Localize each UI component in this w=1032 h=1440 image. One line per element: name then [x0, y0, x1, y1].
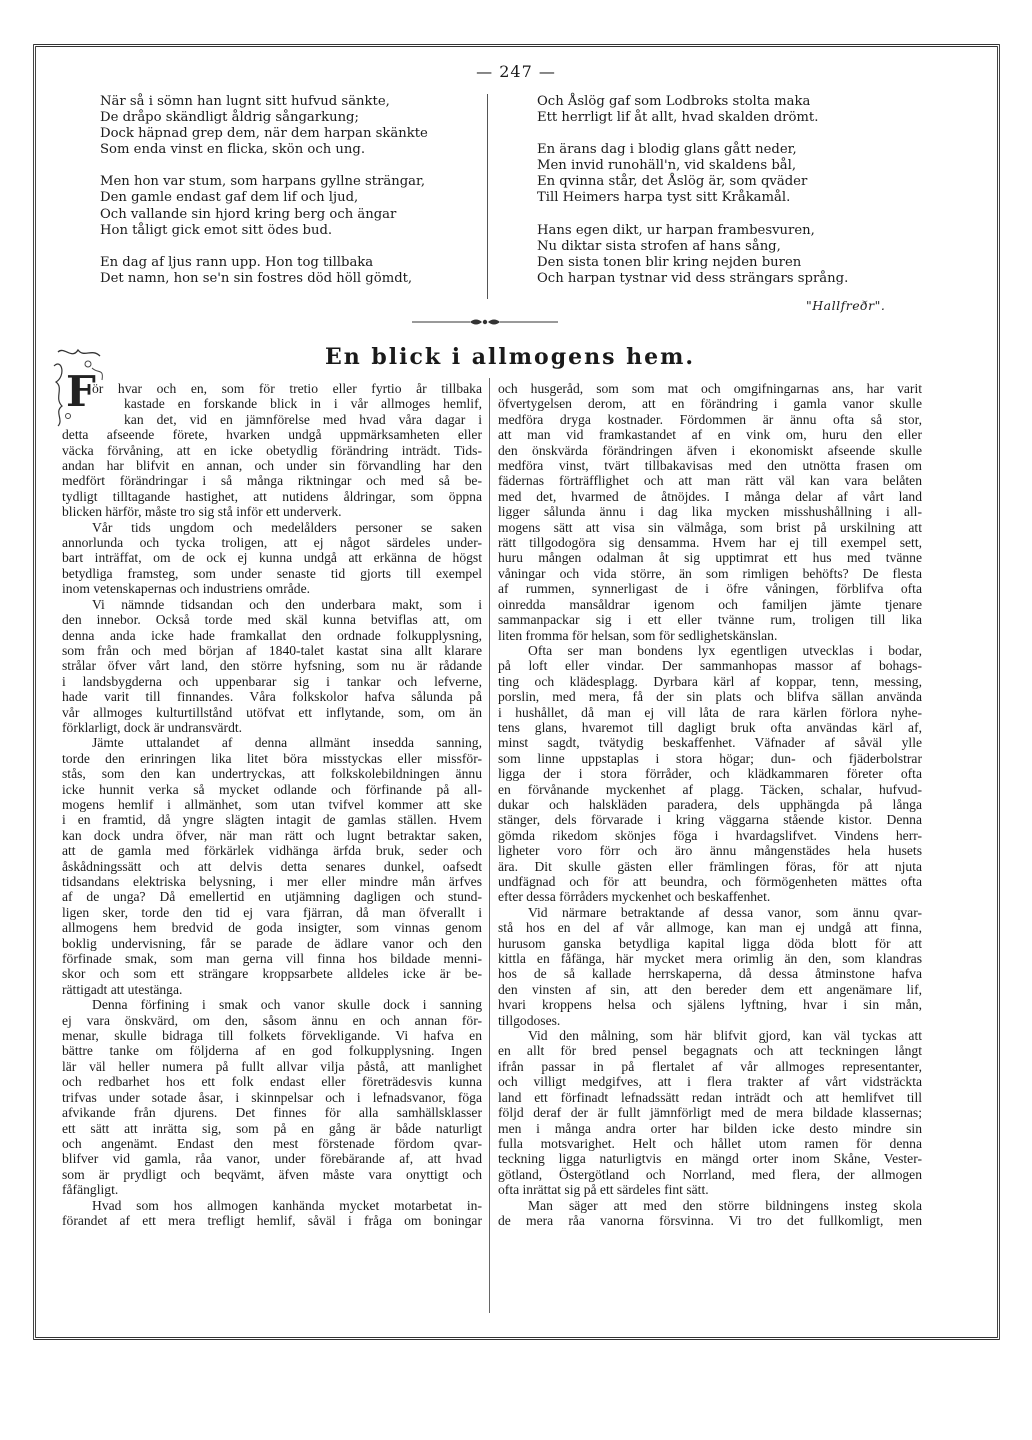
article-text-line: fåfängligt.	[62, 1182, 119, 1198]
article-text-line: ligheter voro förr och äro ännu mångenstädes hela husets	[498, 843, 922, 859]
article-text-line: Vid den målning, som här blifvit gjord, kan väl tyckas att	[528, 1028, 922, 1044]
article-left-column	[62, 381, 482, 1228]
article-text-line: stås, som den kan undertryckas, att folkskolebildningen ännu	[62, 766, 482, 782]
article-text-line: åskådningssätt och att delvis detta senares dunkel, oafsedt	[62, 858, 482, 874]
article-text-line: kastade en forskande blick in i vår allmoges hemlif,	[124, 396, 482, 412]
article-text-line: Vår tids ungdom och medelålders personer se saken	[92, 519, 482, 535]
article-text-line: som linne uppstaplas i stora högar; dun- och fjäderbolstrar	[498, 750, 922, 766]
article-text-line: afvikande från djurens. Det finnes för alla samhällsklasser	[62, 1105, 482, 1121]
article-text-line: ofta inrättat sig på ett särdeles fint sätt.	[498, 1182, 709, 1198]
article-text-line: kittla en fåfänga, här mycket mera orimlig än den, som klandras	[498, 951, 922, 967]
poem-line: De dråpo skändligt åldrig sångarkung;	[100, 110, 359, 126]
article-text-line: blicken härför, måste tro sig stå inför ett underverk.	[62, 504, 342, 520]
article-text-line: detta afseende förete, hvarken undgå uppmärksamheten eller	[62, 427, 482, 443]
article-text-line: i hushållet, då man ej vill låta de rara kärlen förlora nyhe-	[498, 704, 922, 720]
article-text-line: stå hos en del af vår allmoge, kan man ej undgå att finna,	[498, 920, 922, 936]
article-text-line: Man säger att med den större bildningens insteg skola	[528, 1197, 922, 1213]
article-text-line: vår allmoges kulturtillstånd utöfvat ett inflytande, som, om än	[62, 704, 482, 720]
article-text-line: liten fromma för helsan, som för sedlighetskänslan.	[498, 627, 778, 643]
article-text-line: Jämte uttalandet af denna allmänt insedda sanning,	[92, 735, 482, 751]
article-text-line: teckning ligga naturligtvis en mängd orter inom Skåne, Vester-	[498, 1151, 922, 1167]
article-text-line: förandet af ett mera trefligt hemlif, såväl i fråga om boningar	[62, 1212, 482, 1228]
article-text-line: ligga der i stora förråder, och klädkammaren företer ofta	[498, 766, 922, 782]
article-text-line: huru mången odalman åt sig upptimrat ett hus med tvänne	[498, 550, 922, 566]
article-text-line: torde den erinringen lika litet böra misstyckas eller missför-	[62, 750, 482, 766]
article-text-line: ej vara önskvärd, om den, såsom ännu en och annan för-	[62, 1012, 482, 1028]
article-text-line: fulla motsvarighet. Helt och hållet utom ramen för denna	[498, 1135, 922, 1151]
poem-line: Men invid runohäll'n, vid skaldens bål,	[537, 158, 797, 174]
article-text-line: den vinsten af sin, att den bereder dem ett angenämare lif,	[498, 981, 922, 997]
article-text-line: på loft eller vindar. Der sammanhopas massor af bohags-	[498, 658, 922, 674]
article-text-line: och angenämt. Endast den mest förstenade fördom qvar-	[62, 1135, 482, 1151]
article-text-line: att man vid framkastandet af en vink om, huru den eller	[498, 427, 922, 443]
poem-line: Och vallande sin hjord kring berg och ängar	[100, 206, 397, 222]
article-text-line: Vid närmare betraktande af dessa vanor, som ännu qvar-	[528, 904, 922, 920]
article-text-line: mogens sätt att visa sin välmåga, som brist på urskilning att	[498, 519, 922, 535]
article-text-line: icke hunnit verka så mycket odlande och förfinande på all-	[62, 781, 482, 797]
article-text-line: andan har blifvit en annan, och under sin förvandling har den	[62, 458, 482, 474]
article-text-line: oinredda mansåldrar igenom och familjen jämte tjenare	[498, 596, 922, 612]
poem-line: Men hon var stum, som harpans gyllne strängar,	[100, 174, 426, 190]
poem-line: Hans egen dikt, ur harpan frambesvuren,	[537, 222, 815, 238]
article-text-line: boklig undervisning, får se parade de ädlare vanor och den	[62, 935, 482, 951]
poem-left-stanza	[100, 255, 428, 287]
article-text-line: i landsbygderna och uppenbarar sig i tankar och lefverne,	[62, 673, 482, 689]
article-text-line: ligger sålunda ännu i dag lika mycken misshushållning i all-	[498, 504, 922, 520]
article-text-line: denna anda icke hade framkallat den ordnade folkupplysning,	[62, 627, 482, 643]
article-text-line: porslin, med mera, få der sin plats och blifva sällan använda	[498, 689, 922, 705]
poem-line: Dock häpnad grep dem, när dem harpan skänkte	[100, 126, 428, 142]
poem-line: En ärans dag i blodig glans gått neder,	[537, 142, 797, 158]
poem-left-stanza	[100, 174, 428, 238]
article-text-line: hvari kroppens helsa och själens lyftning, hvar i sin mån,	[498, 997, 922, 1013]
article-text-line: hurusom ganska betydliga kapital ligga döda blott för att	[498, 935, 922, 951]
article-text-line: sammanpackar sig i ett eller tvänne rum, troligen till lika	[498, 612, 922, 628]
article-text-line: blifver vid gamla, råa vanor, under förebärande af, att hvad	[62, 1151, 482, 1167]
article-text-line: strålar öfver vårt land, den större hyfsning, som nu är rådande	[62, 658, 482, 674]
article-text-line: öfvertygelsen derom, att en förändring i gamla vanor skulle	[498, 396, 922, 412]
article-text-line: de mera råa vanorna försvinna. Vi tro det fullkomligt, men	[498, 1212, 922, 1228]
poem-right-stanza	[537, 94, 848, 126]
article-text-line: den önskvärda förändringen äfven i ekonomiskt afseende skulle	[498, 442, 922, 458]
poem-line: Den gamle endast gaf dem lif och ljud,	[100, 190, 359, 206]
poem-left-column	[100, 94, 428, 287]
article-text-line: den innebor. Också torde med skäl kunna betviflas att, om	[62, 612, 482, 628]
poem-line: Det namn, hon se'n sin fostres död höll gömdt,	[100, 270, 413, 286]
article-column-divider	[489, 378, 490, 1313]
poem-line: Den sista tonen blir kring nejden buren	[537, 254, 802, 270]
article-text-line: tillgodoses.	[498, 1012, 561, 1028]
article-text-line: Ofta ser man bondens lyx egentligen utvecklas i bodar,	[528, 642, 922, 658]
drop-cap-letter: F	[66, 367, 96, 416]
article-text-line: inom vetenskapernas och industriens område.	[62, 581, 311, 597]
article-text-line: medföra dryga kostnader. Fördommen är ännu ofta så stor,	[498, 411, 922, 427]
article-text-line: götland, Östergötland och Norrland, med flera, der allmogen	[498, 1166, 922, 1182]
article-text-line: att de gamla med förkärlek vidhänga ärfda bruk, seder och	[62, 843, 482, 859]
article-text-line: ligen sker, torde den tid ej vara fjärran, då man öfverallt i	[62, 904, 482, 920]
article-text-line: betydliga framsteg, som under senaste tid gjorts till exempel	[62, 565, 482, 581]
article-text-line: bättre tanke om följderna af en god folkupplysning. Ingen	[62, 1043, 482, 1059]
poem-column-divider	[487, 94, 488, 299]
article-text-line: skor och som ett strängare kroppsarbete alldeles icke är be-	[62, 966, 482, 982]
article-text-line: ett sätt att inrätta sig, som på en gång är både naturligt	[62, 1120, 482, 1136]
article-text-line: som är prydligt och beqvämt, äfven måste vara onyttigt och	[62, 1166, 482, 1182]
section-ornament	[412, 316, 558, 328]
article-text-line: af de unga? Då emellertid en utjämning dagligen och stund-	[62, 889, 482, 905]
article-text-line: rättigadt att utestänga.	[62, 981, 183, 997]
article-text-line: minst sagdt, tvätydig beskaffenhet. Väfnader af såväl ylle	[498, 735, 922, 751]
poem-right-stanza	[537, 142, 848, 206]
article-text-line: Denna förfining i smak och vanor skulle dock i sanning	[92, 997, 482, 1013]
poem-line: Nu diktar sista strofen af hans sång,	[537, 238, 781, 254]
poem-line: Hon tåligt gick emot sitt ödes bud.	[100, 222, 333, 238]
article-title: En blick i allmogens hem.	[324, 344, 696, 370]
poem-signature: "Hallfreðr".	[806, 298, 886, 313]
article-text-line: följd deraf der är fullt jämnförligt med de mera bildade klassernas;	[498, 1105, 922, 1121]
poem-line: Och Åslög gaf som Lodbroks stolta maka	[537, 94, 811, 109]
article-text-line: ting och klädesplagg. Dyrbara kärl af koppar, tenn, messing,	[498, 673, 922, 689]
article-text-line: tydligt tilltagande hastighet, att nutidens åldringar, som öppna	[62, 488, 482, 504]
article-text-line: medfört förändringar i så många riktningar och med så be-	[62, 473, 482, 489]
article-text-line: af rummen, synnerligast de i öfre våningen, förblifva ofta	[498, 581, 922, 597]
article-text-line: ära. Dit skulle gästen eller främlingen föras, för att njuta	[498, 858, 922, 874]
poem-line: Till Heimers harpa tyst sitt Kråkamål.	[537, 190, 791, 206]
article-text-line: förfinade smak, som man gerna vill finna hos bildade menni-	[62, 951, 482, 967]
article-text-line: våningar och vida större, än som rimligen behöfts? De flesta	[498, 565, 922, 581]
article-text-line: trifvas under sotade åsar, i skinnpelsar och i lefnadsvanor, föga	[62, 1089, 482, 1105]
article-text-line: som från och med början af 1840-talet kastat sina allt klarare	[62, 642, 482, 658]
poem-line: En qvinna står, det Åslög är, som qväder	[537, 174, 808, 190]
article-text-line: allmogens hem bredvid de goda insigter, som vinnas genom	[62, 920, 482, 936]
article-text-line: medföra vinst, tvärt tillbakavisas med den utnötta frasen om	[498, 458, 922, 474]
article-text-line: Hvad som hos allmogen kanhända mycket motarbetat in-	[92, 1197, 482, 1213]
article-text-line: gömda rikedom skönjes föga i hvardagslifvet. Vindens herr-	[498, 827, 922, 843]
poem-line: Och harpan tystnar vid dess strängars språng.	[537, 270, 849, 286]
article-text-line: kan dock undra öfver, när man rätt och lugnt betraktar saken,	[62, 827, 482, 843]
article-text-line: undfägnad och för att beundra, och förmögenheten mättes ofta	[498, 874, 922, 889]
article-text-line: hade varit till finnandes. Våra folkskolor hafva sålunda på	[62, 689, 482, 705]
article-text-line: stänger, dels förvarade i kring väggarna stående kistor. Denna	[498, 812, 922, 828]
article-text-line: och villigt medgifves, att i flera trakter af vårt vidsträckta	[498, 1074, 922, 1090]
poem-line: Som enda vinst en flicka, skön och ung.	[100, 142, 366, 158]
article-text-line: lär väl heller numera på fullt allvar vilja påstå, att manlighet	[62, 1058, 482, 1074]
article-text-line: och redbarhet hos ett folk endast eller företrädesvis kunna	[62, 1074, 482, 1090]
article-text-line: väcka förvåning, att en icke obetydlig förändring inträdt. Tids-	[62, 442, 482, 458]
article-text-line: och husgeråd, som som mat och omgifningarnas ans, har varit	[498, 381, 922, 396]
page-number: — 247 —	[476, 62, 556, 81]
article-text-line: en förvånande myckenhet af plagg. Täcken, schalar, hufvud-	[498, 781, 922, 797]
article-text-line: dukar och halskläden paradera, dels upphängda på långa	[498, 796, 922, 812]
article-text-line: menar, skulle bidraga till folkets förvekligande. Vi hafva en	[62, 1028, 482, 1044]
article-text-line: rätt tillgodogöra sig densamma. Hvem har ej till exempel sett,	[498, 535, 922, 551]
article-text-line: hos de så kallade herrskaperna, då dessa åtminstone hafva	[498, 966, 922, 982]
poem-right-column	[537, 94, 848, 287]
article-text-line: ifrån passar in på flertalet af vår allmoges representanter,	[498, 1058, 922, 1074]
article-text-line: med det, hvarmed de åtnöjdes. I många delar af vårt land	[498, 488, 922, 504]
poem-line: En dag af ljus rann upp. Hon tog tillbaka	[100, 254, 374, 270]
poem-line: När så i sömn han lugnt sitt hufvud sänkte,	[100, 94, 390, 109]
article-text-line: tens glans, hvaremot till dagligt bruk ofta användas kärl af,	[498, 719, 922, 735]
article-text-line: land ett förfinadt lefnadssätt redan inträdt och att hemlifvet till	[498, 1089, 922, 1105]
poem-right-stanza	[537, 223, 848, 287]
article-text-line: bart inträffat, om de ock ej kunna undgå att erkänna de högst	[62, 550, 482, 566]
article-text-line: fädernas förträfflighet och att man rätt väl kan vara belåten	[498, 473, 922, 489]
article-text-line: en allt för bred pensel begagnats och att teckningen långt	[498, 1043, 922, 1059]
article-text-line: i en framtid, då yngre slägten intagit de gamlas ställen. Hvem	[62, 812, 482, 828]
article-text-line: annorlunda och tycka troligen, att ej något särdeles under-	[62, 535, 482, 551]
article-text-line: efter dessa förråders myckenhet och beskaffenhet.	[498, 889, 771, 905]
article-text-line: mogens hemlif i allmänhet, som utan tvifvel kommer att ske	[62, 796, 482, 812]
poem-left-stanza	[100, 94, 428, 158]
article-text-line: Vi nämnde tidsandan och den underbara makt, som i	[92, 596, 482, 612]
article-text-line: men i många andra orter har bilden icke desto mindre sin	[498, 1120, 922, 1136]
poem-line: Ett herrligt lif åt allt, hvad skalden drömt.	[537, 110, 819, 126]
article-text-line: ör hvar och en, som för tretio eller fyrtio år tillbaka	[92, 381, 482, 396]
article-text-line: förklarligt, dock är undransvärdt.	[62, 719, 243, 735]
article-right-column	[498, 381, 922, 1228]
article-text-line: kan det, vid en jämnförelse med hvad våra dagar i	[124, 411, 482, 427]
article-text-line: tidsandans elektriska belysning, i mer eller mindre mån ärfves	[62, 874, 482, 889]
